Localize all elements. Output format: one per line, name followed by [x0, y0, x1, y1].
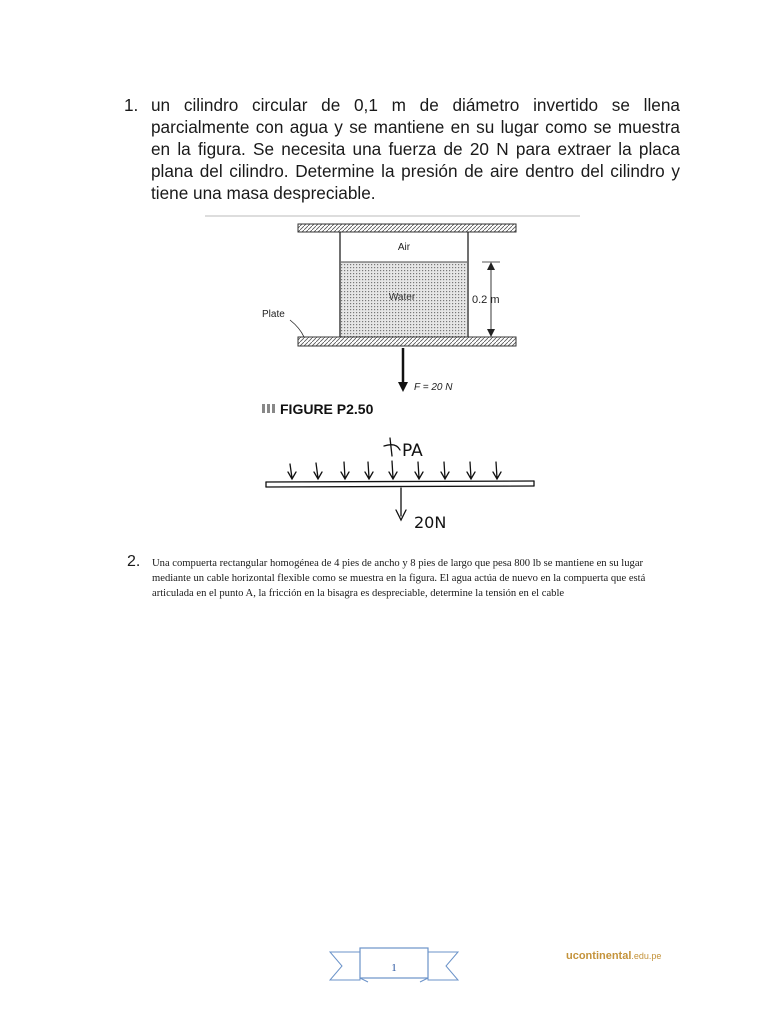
force-label: F = 20 N [414, 382, 453, 393]
question-1-text: un cilindro circular de 0,1 m de diámetro invertido se llena parcialmente con agua y se mantiene en su lugar como se muestra en la figura. Se necesita una fuerza de 20 N para extraer la placa plana del cilindro. Determine la presión de aire dentro del cilindro y tiene una masa despreciable. [151, 95, 680, 203]
page-number: 1 [391, 962, 397, 974]
sketch-pressure-arrow [389, 461, 397, 479]
sketch-plate-bottom [266, 486, 534, 487]
brand-suffix: .edu.pe [631, 951, 662, 961]
brand-logo [566, 950, 661, 962]
plate-label: Plate [262, 309, 285, 320]
sketch-pressure-arrow [288, 464, 296, 479]
air-label: Air [397, 242, 411, 253]
sketch-pressure-arrow [493, 462, 501, 479]
sketch-pressure-arrow [415, 462, 423, 479]
sketch-pressure-arrow [365, 462, 373, 479]
ribbon-left-tail [330, 952, 360, 980]
sketch-force-arrow [396, 488, 406, 520]
figure-p2-50 [200, 210, 590, 535]
sketch-pressure-arrow [314, 463, 322, 479]
hand-force-label: 20N [414, 513, 447, 532]
sketch-p-bowl [384, 445, 400, 450]
sketch-pressure-arrow [441, 462, 449, 479]
hand-sketch [266, 438, 534, 520]
dimension-arrow-down [487, 329, 495, 337]
water-label: Water [388, 292, 416, 303]
dimension-arrow-up [487, 262, 495, 270]
question-2-number: 2. [127, 553, 141, 570]
figure-caption-icon [262, 404, 275, 413]
force-arrow-head [398, 382, 408, 392]
sketch-pressure-arrow [341, 462, 349, 479]
top-support-bar [298, 224, 516, 232]
figure-caption: FIGURE P2.50 [280, 401, 374, 417]
ribbon-right-tail [428, 952, 458, 980]
question-2-text: Una compuerta rectangular homogénea de 4 pies de ancho y 8 pies de largo que pesa 800 lb se mantiene en su lugar mediante un cable horizontal flexible como se muestra en la figura. El agua actúa de nuevo en la compuerta que está articulada en el punto A, la fricción en la bisagra es despreciable, determine la tensión en el cable [152, 558, 646, 600]
hand-pressure-label: PA [402, 441, 423, 461]
sketch-plate-top [266, 481, 534, 482]
question-1-number: 1. [124, 95, 139, 115]
sketch-p-stem [390, 438, 392, 456]
brand-name: ucontinental [566, 950, 632, 962]
height-label: 0.2 m [472, 294, 500, 306]
sketch-pressure-arrow [467, 462, 475, 479]
plate [298, 337, 516, 346]
plate-leader-line [290, 320, 304, 337]
